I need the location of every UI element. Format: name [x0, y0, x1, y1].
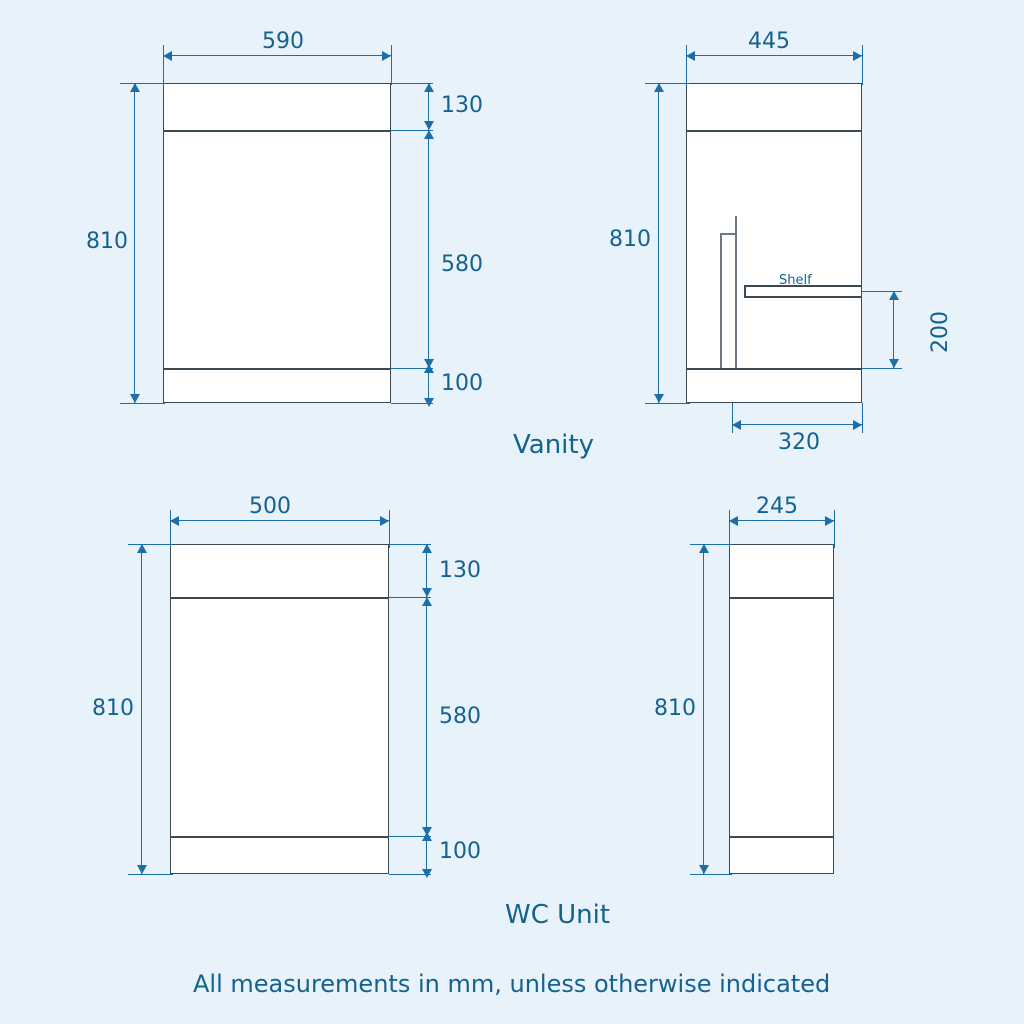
- vanity-front-width-label: 590: [262, 29, 304, 54]
- wc-side-ext-bottom: [690, 874, 732, 875]
- vanity-side-height-arrow-top: [654, 83, 664, 92]
- vanity-front-plinth-divider: [163, 368, 391, 370]
- vanity-front-seg580-dimline: [428, 130, 429, 368]
- vanity-front-seg100-label: 100: [441, 371, 483, 396]
- wc-front-height-dimline: [141, 544, 142, 874]
- vanity-front-top-divider: [163, 130, 391, 132]
- vanity-side-base-dimline: [732, 424, 862, 425]
- wc-front-width-arrow-left: [170, 516, 179, 526]
- vanity-side-width-dimline: [686, 55, 862, 56]
- wc-side-ext-top: [690, 544, 732, 545]
- vanity-front-height-label: 810: [86, 229, 128, 254]
- wc-side-width-dimline: [729, 520, 834, 521]
- wc-side-width-arrow-right: [825, 516, 834, 526]
- wc-side-width-arrow-left: [729, 516, 738, 526]
- wc-front-seg580-label: 580: [439, 704, 481, 729]
- wc-front-seg100-label: 100: [439, 839, 481, 864]
- wc-front-seg100-arrow-top: [422, 832, 432, 841]
- vanity-side-base-arrow-left: [732, 420, 741, 430]
- vanity-side-shelf-ext-bottom: [862, 368, 902, 369]
- wc-front-seg580-arrow-top: [422, 597, 432, 606]
- wc-side-top-divider: [729, 597, 834, 599]
- vanity-front-seg580-arrow-top: [424, 130, 434, 139]
- wc-front-height-arrow-bottom: [137, 865, 147, 874]
- vanity-side-ext-top: [645, 83, 690, 84]
- vanity-side-shelf-height-label: 200: [928, 311, 953, 353]
- vanity-side-shelf-arrow-top: [889, 291, 899, 300]
- wc-side-body: [729, 544, 834, 874]
- vanity-side-handle-hook: [720, 233, 722, 368]
- wc-front-ext-right: [389, 510, 390, 548]
- wc-front-width-arrow-right: [380, 516, 389, 526]
- wc-front-ext-top: [128, 544, 173, 545]
- vanity-front-seg130-label: 130: [441, 93, 483, 118]
- vanity-side-door-vertical: [735, 216, 737, 368]
- wc-front-plinth-divider: [170, 836, 389, 838]
- vanity-side-shelf-label: Shelf: [779, 273, 812, 288]
- wc-front-height-arrow-top: [137, 544, 147, 553]
- vanity-side-shelf-line-under: [744, 296, 862, 298]
- vanity-front-width-arrow-right: [382, 51, 391, 61]
- vanity-side-ext-right: [862, 45, 863, 85]
- wc-side-height-label: 810: [654, 696, 696, 721]
- vanity-front-seg580-label: 580: [441, 252, 483, 277]
- wc-side-width-label: 245: [756, 494, 798, 519]
- wc-side-plinth-divider: [729, 836, 834, 838]
- vanity-side-shelf-edge: [744, 285, 746, 296]
- wc-front-body: [170, 544, 389, 874]
- vanity-front-seg100-arrow-bottom: [424, 398, 434, 407]
- wc-front-seg100-arrow-bottom: [422, 869, 432, 878]
- vanity-side-ext-bottom: [645, 403, 690, 404]
- vanity-front-ext-top: [120, 83, 165, 84]
- wc-unit-caption: WC Unit: [505, 900, 611, 930]
- wc-front-ext-bottom: [128, 874, 173, 875]
- wc-front-height-label: 810: [92, 696, 134, 721]
- vanity-front-width-dimline: [163, 55, 391, 56]
- vanity-front-seg130-arrow-top: [424, 83, 434, 92]
- vanity-side-plinth-divider: [686, 368, 862, 370]
- vanity-side-width-arrow-left: [686, 51, 695, 61]
- vanity-side-height-dimline: [658, 83, 659, 403]
- vanity-side-height-label: 810: [609, 227, 651, 252]
- wc-front-width-dimline: [170, 520, 389, 521]
- wc-front-seg580-dimline: [426, 597, 427, 836]
- vanity-side-width-label: 445: [748, 29, 790, 54]
- vanity-front-ext-bottom: [120, 403, 165, 404]
- vanity-front-height-arrow-top: [130, 83, 140, 92]
- wc-front-width-label: 500: [249, 494, 291, 519]
- wc-front-top-divider: [170, 597, 389, 599]
- vanity-front-height-arrow-bottom: [130, 394, 140, 403]
- wc-front-seg130-arrow-top: [422, 544, 432, 553]
- wc-side-height-arrow-bottom: [699, 865, 709, 874]
- vanity-front-height-dimline: [134, 83, 135, 403]
- wc-side-height-arrow-top: [699, 544, 709, 553]
- vanity-side-shelf-arrow-bottom: [889, 359, 899, 368]
- measurement-note: All measurements in mm, unless otherwise indicated: [193, 970, 831, 998]
- wc-front-seg130-arrow-bottom: [422, 588, 432, 597]
- vanity-front-ext-right: [391, 45, 392, 85]
- vanity-front-width-arrow-left: [163, 51, 172, 61]
- vanity-side-handle-top: [720, 233, 736, 235]
- wc-side-height-dimline: [703, 544, 704, 874]
- vanity-side-base-ext-right: [862, 403, 863, 433]
- vanity-side-base-arrow-right: [853, 420, 862, 430]
- vanity-front-seg130-arrow-bottom: [424, 121, 434, 130]
- vanity-front-seg100-arrow-top: [424, 364, 434, 373]
- wc-front-seg130-label: 130: [439, 558, 481, 583]
- vanity-caption: Vanity: [513, 430, 594, 460]
- vanity-side-top-divider: [686, 130, 862, 132]
- vanity-side-base-label: 320: [778, 430, 820, 455]
- vanity-side-shelf-dimline: [893, 291, 894, 368]
- vanity-side-height-arrow-bottom: [654, 394, 664, 403]
- wc-side-ext-right: [834, 510, 835, 548]
- vanity-side-width-arrow-right: [853, 51, 862, 61]
